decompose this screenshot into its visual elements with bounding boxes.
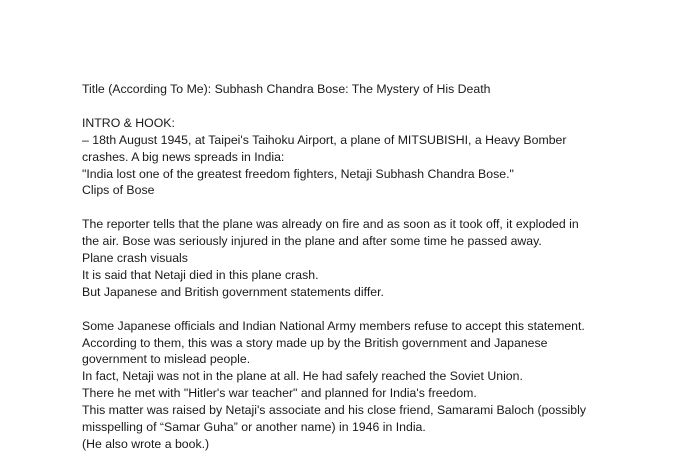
paragraph-spacer [82, 98, 672, 115]
paragraph-line: (He also wrote a book.) [82, 436, 210, 451]
intro-line: crashes. A big news spreads in India: [82, 149, 285, 164]
paragraph-line: misspelling of “Samar Guha” or another name) in 1946 in India. [82, 420, 426, 435]
paragraph-line: Plane crash visuals [82, 251, 188, 266]
paragraph-line: government to mislead people. [82, 352, 251, 367]
paragraph-line: Some Japanese officials and Indian National Army members refuse to accept this statement. [82, 318, 585, 333]
paragraph-spacer [82, 199, 672, 216]
paragraph-spacer [82, 301, 672, 318]
document-title: Title (According To Me): Subhash Chandra Bose: The Mystery of His Death [82, 82, 491, 96]
paragraph-line: The reporter tells that the plane was already on fire and as soon as it took off, it exploded in [82, 217, 579, 232]
document-body [82, 81, 672, 453]
paragraph-line: the air. Bose was seriously injured in the plane and after some time he passed away. [82, 234, 542, 249]
paragraph-line: It is said that Netaji died in this plane crash. [82, 267, 319, 282]
intro-line: Clips of Bose [82, 183, 155, 198]
paragraph-line: In fact, Netaji was not in the plane at all. He had safely reached the Soviet Union. [82, 369, 523, 384]
paragraph-line: There he met with "Hitler's war teacher" and planned for India's freedom. [82, 386, 477, 401]
paragraph-line: This matter was raised by Netaji's associate and his close friend, Samarami Baloch (possibly [82, 403, 586, 418]
intro-line: "India lost one of the greatest freedom fighters, Netaji Subhash Chandra Bose." [82, 166, 514, 181]
section-heading: INTRO & HOOK: [82, 115, 175, 130]
intro-line: – 18th August 1945, at Taipei's Taihoku Airport, a plane of MITSUBISHI, a Heavy Bomber [82, 132, 567, 147]
paragraph-line: But Japanese and British government statements differ. [82, 284, 384, 299]
paragraph-line: According to them, this was a story made up by the British government and Japanese [82, 335, 548, 350]
